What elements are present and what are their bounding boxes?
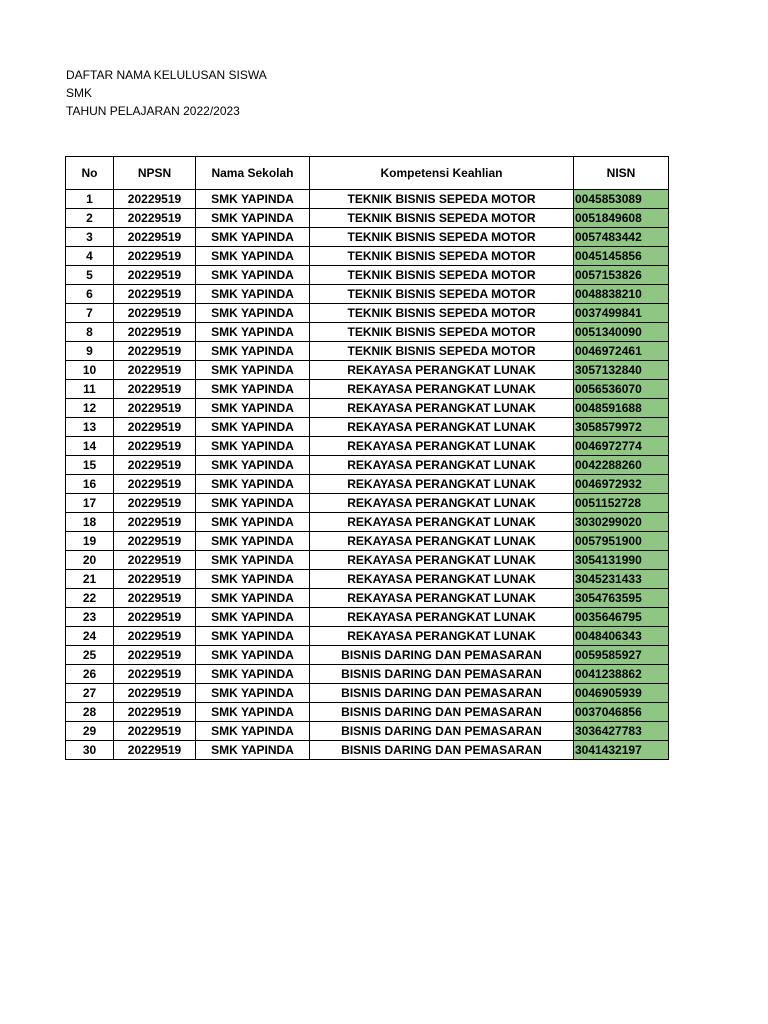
cell-kompetensi: TEKNIK BISNIS SEPEDA MOTOR [310, 247, 574, 266]
table-row [66, 532, 669, 551]
cell-nisn: 0057951900 [574, 532, 669, 551]
table-row [66, 608, 669, 627]
cell-nisn: 3041432197 [574, 741, 669, 760]
cell-kompetensi: TEKNIK BISNIS SEPEDA MOTOR [310, 304, 574, 323]
cell-nama-sekolah: SMK YAPINDA [196, 437, 310, 456]
cell-nisn: 0057483442 [574, 228, 669, 247]
table-row [66, 418, 669, 437]
cell-nama-sekolah: SMK YAPINDA [196, 551, 310, 570]
cell-nama-sekolah: SMK YAPINDA [196, 722, 310, 741]
cell-no: 1 [66, 190, 114, 209]
cell-npsn: 20229519 [114, 589, 196, 608]
cell-nama-sekolah: SMK YAPINDA [196, 589, 310, 608]
cell-nisn: 3054763595 [574, 589, 669, 608]
cell-npsn: 20229519 [114, 646, 196, 665]
cell-nama-sekolah: SMK YAPINDA [196, 608, 310, 627]
table-row [66, 646, 669, 665]
cell-no: 11 [66, 380, 114, 399]
cell-no: 21 [66, 570, 114, 589]
cell-npsn: 20229519 [114, 494, 196, 513]
cell-no: 29 [66, 722, 114, 741]
cell-kompetensi: REKAYASA PERANGKAT LUNAK [310, 418, 574, 437]
cell-nama-sekolah: SMK YAPINDA [196, 475, 310, 494]
table-row [66, 228, 669, 247]
cell-nisn: 0051849608 [574, 209, 669, 228]
cell-no: 15 [66, 456, 114, 475]
cell-nisn: 0051152728 [574, 494, 669, 513]
cell-npsn: 20229519 [114, 703, 196, 722]
cell-nama-sekolah: SMK YAPINDA [196, 190, 310, 209]
table-row [66, 342, 669, 361]
table-row [66, 513, 669, 532]
cell-kompetensi: REKAYASA PERANGKAT LUNAK [310, 570, 574, 589]
cell-kompetensi: BISNIS DARING DAN PEMASARAN [310, 684, 574, 703]
cell-nama-sekolah: SMK YAPINDA [196, 646, 310, 665]
column-header-nisn: NISN [574, 157, 669, 190]
cell-nisn: 0037046856 [574, 703, 669, 722]
cell-no: 28 [66, 703, 114, 722]
cell-nisn: 0048406343 [574, 627, 669, 646]
cell-nisn: 0056536070 [574, 380, 669, 399]
cell-no: 26 [66, 665, 114, 684]
cell-npsn: 20229519 [114, 475, 196, 494]
cell-nisn: 3030299020 [574, 513, 669, 532]
cell-nisn: 0046972774 [574, 437, 669, 456]
cell-nama-sekolah: SMK YAPINDA [196, 684, 310, 703]
cell-nama-sekolah: SMK YAPINDA [196, 342, 310, 361]
cell-no: 7 [66, 304, 114, 323]
cell-npsn: 20229519 [114, 380, 196, 399]
cell-no: 20 [66, 551, 114, 570]
table-row [66, 494, 669, 513]
cell-nisn: 3057132840 [574, 361, 669, 380]
cell-kompetensi: BISNIS DARING DAN PEMASARAN [310, 703, 574, 722]
table-row [66, 266, 669, 285]
cell-nisn: 0042288260 [574, 456, 669, 475]
cell-kompetensi: BISNIS DARING DAN PEMASARAN [310, 646, 574, 665]
cell-kompetensi: TEKNIK BISNIS SEPEDA MOTOR [310, 228, 574, 247]
table-row [66, 399, 669, 418]
cell-kompetensi: TEKNIK BISNIS SEPEDA MOTOR [310, 323, 574, 342]
cell-nama-sekolah: SMK YAPINDA [196, 665, 310, 684]
cell-no: 25 [66, 646, 114, 665]
table-row [66, 665, 669, 684]
table-row [66, 437, 669, 456]
table-body [66, 190, 669, 760]
cell-no: 5 [66, 266, 114, 285]
cell-no: 18 [66, 513, 114, 532]
cell-kompetensi: REKAYASA PERANGKAT LUNAK [310, 437, 574, 456]
cell-no: 17 [66, 494, 114, 513]
cell-kompetensi: BISNIS DARING DAN PEMASARAN [310, 722, 574, 741]
cell-nama-sekolah: SMK YAPINDA [196, 247, 310, 266]
cell-kompetensi: REKAYASA PERANGKAT LUNAK [310, 494, 574, 513]
cell-nisn: 0051340090 [574, 323, 669, 342]
cell-npsn: 20229519 [114, 684, 196, 703]
table-row [66, 722, 669, 741]
cell-npsn: 20229519 [114, 247, 196, 266]
cell-nisn: 0046905939 [574, 684, 669, 703]
cell-npsn: 20229519 [114, 342, 196, 361]
cell-npsn: 20229519 [114, 627, 196, 646]
cell-kompetensi: TEKNIK BISNIS SEPEDA MOTOR [310, 342, 574, 361]
cell-nisn: 3036427783 [574, 722, 669, 741]
cell-npsn: 20229519 [114, 608, 196, 627]
cell-nama-sekolah: SMK YAPINDA [196, 418, 310, 437]
cell-kompetensi: REKAYASA PERANGKAT LUNAK [310, 589, 574, 608]
cell-nisn: 0048591688 [574, 399, 669, 418]
column-header-nama-sekolah: Nama Sekolah [196, 157, 310, 190]
cell-kompetensi: TEKNIK BISNIS SEPEDA MOTOR [310, 190, 574, 209]
cell-npsn: 20229519 [114, 418, 196, 437]
cell-npsn: 20229519 [114, 741, 196, 760]
cell-no: 13 [66, 418, 114, 437]
column-header-kompetensi: Kompetensi Keahlian [310, 157, 574, 190]
table-row [66, 741, 669, 760]
table-row [66, 589, 669, 608]
table-row [66, 209, 669, 228]
cell-nama-sekolah: SMK YAPINDA [196, 323, 310, 342]
cell-npsn: 20229519 [114, 722, 196, 741]
cell-npsn: 20229519 [114, 266, 196, 285]
cell-nisn: 0046972932 [574, 475, 669, 494]
cell-kompetensi: TEKNIK BISNIS SEPEDA MOTOR [310, 266, 574, 285]
cell-nama-sekolah: SMK YAPINDA [196, 494, 310, 513]
cell-nisn: 0057153826 [574, 266, 669, 285]
cell-npsn: 20229519 [114, 190, 196, 209]
cell-nama-sekolah: SMK YAPINDA [196, 285, 310, 304]
cell-npsn: 20229519 [114, 399, 196, 418]
graduation-table [65, 156, 669, 760]
cell-no: 16 [66, 475, 114, 494]
cell-no: 9 [66, 342, 114, 361]
cell-nisn: 0045145856 [574, 247, 669, 266]
school-type: SMK [66, 86, 93, 100]
cell-no: 2 [66, 209, 114, 228]
cell-nama-sekolah: SMK YAPINDA [196, 627, 310, 646]
table-row [66, 304, 669, 323]
cell-kompetensi: REKAYASA PERANGKAT LUNAK [310, 399, 574, 418]
cell-kompetensi: REKAYASA PERANGKAT LUNAK [310, 475, 574, 494]
cell-nama-sekolah: SMK YAPINDA [196, 361, 310, 380]
school-year: TAHUN PELAJARAN 2022/2023 [66, 104, 240, 118]
table-row [66, 570, 669, 589]
cell-nama-sekolah: SMK YAPINDA [196, 380, 310, 399]
cell-no: 14 [66, 437, 114, 456]
cell-nama-sekolah: SMK YAPINDA [196, 266, 310, 285]
cell-npsn: 20229519 [114, 532, 196, 551]
cell-nisn: 0035646795 [574, 608, 669, 627]
cell-npsn: 20229519 [114, 665, 196, 684]
cell-npsn: 20229519 [114, 570, 196, 589]
cell-nama-sekolah: SMK YAPINDA [196, 570, 310, 589]
cell-nama-sekolah: SMK YAPINDA [196, 456, 310, 475]
cell-kompetensi: REKAYASA PERANGKAT LUNAK [310, 513, 574, 532]
cell-no: 22 [66, 589, 114, 608]
cell-kompetensi: REKAYASA PERANGKAT LUNAK [310, 361, 574, 380]
cell-kompetensi: TEKNIK BISNIS SEPEDA MOTOR [310, 209, 574, 228]
cell-nama-sekolah: SMK YAPINDA [196, 399, 310, 418]
cell-no: 4 [66, 247, 114, 266]
cell-kompetensi: REKAYASA PERANGKAT LUNAK [310, 608, 574, 627]
cell-no: 27 [66, 684, 114, 703]
cell-kompetensi: REKAYASA PERANGKAT LUNAK [310, 380, 574, 399]
header-row [66, 157, 669, 190]
column-header-no: No [66, 157, 114, 190]
cell-nisn: 3058579972 [574, 418, 669, 437]
table-row [66, 684, 669, 703]
cell-no: 6 [66, 285, 114, 304]
cell-nisn: 0059585927 [574, 646, 669, 665]
cell-npsn: 20229519 [114, 456, 196, 475]
table-row [66, 247, 669, 266]
table-row [66, 551, 669, 570]
cell-nisn: 3045231433 [574, 570, 669, 589]
cell-nama-sekolah: SMK YAPINDA [196, 209, 310, 228]
column-header-npsn: NPSN [114, 157, 196, 190]
document-title: DAFTAR NAMA KELULUSAN SISWA [66, 68, 267, 82]
cell-nama-sekolah: SMK YAPINDA [196, 703, 310, 722]
cell-no: 10 [66, 361, 114, 380]
cell-nisn: 0041238862 [574, 665, 669, 684]
cell-kompetensi: BISNIS DARING DAN PEMASARAN [310, 665, 574, 684]
cell-nama-sekolah: SMK YAPINDA [196, 228, 310, 247]
table-row [66, 323, 669, 342]
cell-no: 8 [66, 323, 114, 342]
document-header [66, 66, 267, 120]
cell-nama-sekolah: SMK YAPINDA [196, 741, 310, 760]
cell-nama-sekolah: SMK YAPINDA [196, 513, 310, 532]
cell-nisn: 0037499841 [574, 304, 669, 323]
cell-npsn: 20229519 [114, 228, 196, 247]
cell-npsn: 20229519 [114, 209, 196, 228]
cell-nisn: 3054131990 [574, 551, 669, 570]
cell-kompetensi: TEKNIK BISNIS SEPEDA MOTOR [310, 285, 574, 304]
cell-kompetensi: REKAYASA PERANGKAT LUNAK [310, 532, 574, 551]
table-row [66, 703, 669, 722]
cell-npsn: 20229519 [114, 551, 196, 570]
cell-no: 12 [66, 399, 114, 418]
cell-nisn: 0046972461 [574, 342, 669, 361]
cell-nama-sekolah: SMK YAPINDA [196, 304, 310, 323]
table-row [66, 361, 669, 380]
cell-no: 30 [66, 741, 114, 760]
cell-no: 24 [66, 627, 114, 646]
cell-no: 3 [66, 228, 114, 247]
cell-npsn: 20229519 [114, 361, 196, 380]
table-row [66, 285, 669, 304]
cell-no: 19 [66, 532, 114, 551]
table-row [66, 627, 669, 646]
table-row [66, 456, 669, 475]
cell-kompetensi: REKAYASA PERANGKAT LUNAK [310, 551, 574, 570]
cell-npsn: 20229519 [114, 323, 196, 342]
cell-npsn: 20229519 [114, 285, 196, 304]
cell-no: 23 [66, 608, 114, 627]
cell-npsn: 20229519 [114, 437, 196, 456]
cell-npsn: 20229519 [114, 513, 196, 532]
table-row [66, 475, 669, 494]
cell-nisn: 0045853089 [574, 190, 669, 209]
table-row [66, 190, 669, 209]
cell-kompetensi: REKAYASA PERANGKAT LUNAK [310, 456, 574, 475]
cell-nama-sekolah: SMK YAPINDA [196, 532, 310, 551]
cell-kompetensi: BISNIS DARING DAN PEMASARAN [310, 741, 574, 760]
cell-kompetensi: REKAYASA PERANGKAT LUNAK [310, 627, 574, 646]
table-header [66, 157, 669, 190]
table-row [66, 380, 669, 399]
cell-nisn: 0048838210 [574, 285, 669, 304]
cell-npsn: 20229519 [114, 304, 196, 323]
